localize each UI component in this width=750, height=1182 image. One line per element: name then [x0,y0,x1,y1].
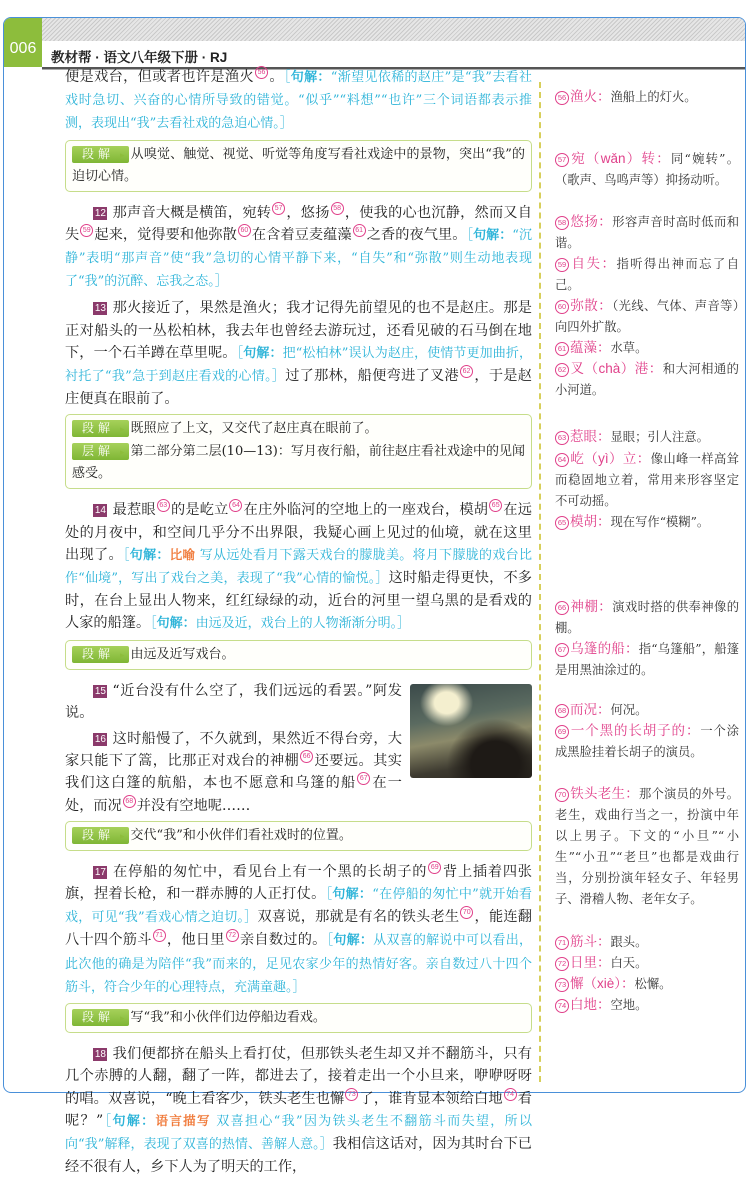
body-text: 我们便都挤在船头上看打仗，但那铁头老生却又并不翻筋斗，只有几个赤膊的人翻，翻了一阵，都进去了，接着走出一个小旦来，咿咿呀呀的唱。双喜说，“晚上看客少，铁头老生也懈 [65,1046,532,1107]
note-definition: 渔船上的灯火。 [610,90,697,104]
note-definition: 白天。 [610,956,648,970]
note-item [555,511,739,533]
analysis-text: 把“松柏林”误认为赵庄，使情节更加曲折，衬托了“我”急于到赵庄看戏的心情。］ [65,345,532,385]
note-number: 66 [555,601,569,615]
note-term: 渔火 [570,89,597,104]
note-marker: 56 [255,66,268,79]
header-stripe [42,18,745,41]
note-item [555,720,739,763]
analysis-box [65,1003,532,1033]
note-marker: 71 [153,929,166,942]
paragraph [65,297,532,410]
paragraph-number: 12 [94,207,106,219]
note-definition: 跟头。 [610,935,648,949]
analysis-tag: 段解 ▸ [72,420,129,437]
analysis-label: 句解： [243,344,283,360]
note-item [555,448,739,512]
analysis-content: 由远及近写戏台。 [130,646,235,662]
page-number-badge [4,18,42,67]
analysis-text: 写从远处看月下露天戏台的朦胧美。将月下朦胧的戏台比作“仙境”，写出了戏台之美，表现了“我”心情的愉悦。］ [65,547,532,587]
note-number: 59 [555,258,569,272]
note-marker: 59 [80,224,93,237]
analysis-content: 交代“我”和小伙伴们看社戏时的位置。 [130,827,352,843]
analysis-text: 由远及近，戏台上的人物渐渐分明。］ [195,616,411,632]
note-number: 62 [555,363,569,377]
analysis-label: 句解： [156,615,196,631]
note-colon: ： [597,429,611,444]
note-colon: ： [597,997,611,1012]
note-colon: ： [597,340,611,355]
page-number: 006 [9,40,37,57]
note-item [555,952,739,974]
analysis-item [72,825,525,847]
note-item [555,211,739,254]
body-text: 便是戏台，但或者也许是渔火 [65,69,254,85]
technique-tag: 比喻 [169,547,196,562]
note-marker: 64 [229,499,242,512]
note-number: 69 [555,725,569,739]
body-text: 亲自数过的。 [239,932,327,949]
note-term: 宛（wǎn）转 [570,151,657,166]
note-marker: 58 [331,202,344,215]
note-colon: ： [597,702,611,717]
paragraph-number: 17 [94,866,106,878]
note-number: 61 [555,342,569,356]
note-marker: 60 [238,224,251,237]
note-marker: 69 [428,861,441,874]
paragraph [65,499,532,635]
body-text: 背上插着四张旗，捏着长枪，和一群赤膊的人正打仗。 [65,863,532,903]
analysis-tag: 段解 ▸ [72,1009,129,1026]
note-term: 蕴藻 [570,340,597,355]
note-marker: 72 [226,929,239,942]
body-text: ，悠扬 [286,204,330,221]
body-text: 在含着豆麦蕴藻 [251,226,352,243]
body-text: 在停船的匆忙中，看见台上有一个黑的长胡子的 [112,863,428,880]
analysis-label: 句解： [332,886,373,902]
note-term: 惹眼 [570,429,597,444]
body-text: 并没有空地呢…… [136,797,251,814]
analysis-text: ［ [466,227,474,243]
note-term: 模胡 [570,514,597,529]
note-term: 筋斗 [570,934,597,949]
note-item [555,426,739,448]
note-marker: 57 [272,202,285,215]
note-definition: 松懈。 [634,977,672,991]
body-text: 还要远。其实我们这白篷的航船，本也不愿意和乌篷的船 [65,753,402,792]
note-marker: 73 [345,1088,358,1101]
body-text: 最惹眼 [112,502,156,519]
note-item [555,253,739,296]
note-colon: ： [598,599,613,614]
note-colon: ： [597,955,611,970]
body-text: 。 [268,69,284,85]
note-number: 71 [555,936,569,950]
note-number: 63 [555,431,569,445]
note-colon: ： [597,514,611,529]
body-text: 那火接近了，果然是渔火；我才记得先前望见的也不是赵庄。那是正对船头的一丛松柏林，我去年也曾经去游玩过，还看见破的石马倒在地下，一个石羊蹲在草里呢。 [65,300,532,361]
paragraph-number: 13 [94,303,106,315]
note-definition: 像山峰一样高耸而稳固地立着，常用来形容坚定不可动摇。 [555,452,739,508]
note-colon: ： [621,976,635,991]
note-marker: 66 [300,750,313,763]
note-number: 60 [555,300,569,314]
analysis-item [72,1007,525,1029]
note-colon: ： [625,641,639,656]
analysis-text: ［ [283,70,291,85]
note-colon: ： [625,786,639,801]
note-definition: （光线、气体、声音等）向四外扩散。 [555,299,740,334]
note-marker: 74 [504,1088,517,1101]
note-term: 自失 [570,256,602,271]
note-item [555,148,739,191]
paragraph-number: 14 [94,505,106,517]
analysis-content: 写“我”和小伙伴们边停船边看戏。 [130,1010,326,1026]
body-text: 在庄外临河的空地上的一座戏台，模胡 [243,502,489,519]
header-bar [42,41,745,69]
analysis-text: ［ [122,547,130,563]
analysis-text: ［ [325,887,333,903]
note-definition: 指听得出神而忘了自己。 [555,257,739,292]
note-marker: 61 [353,224,366,237]
note-number: 67 [555,643,569,657]
note-colon: ： [636,451,651,466]
note-marker: 70 [460,906,473,919]
paragraph [65,202,532,294]
note-definition: 空地。 [610,998,648,1012]
book-title: 教材帮 · 语文八年级下册 · RJ [51,50,228,65]
analysis-text: ［ [150,616,157,632]
note-number: 65 [555,516,569,530]
note-colon: ： [597,934,611,949]
illustration-boats-at-stage [410,684,532,778]
technique-tag: 语言描写 [155,1113,211,1128]
body-text: 在一处，而况 [65,775,402,814]
note-colon: ： [685,723,701,738]
body-text: 了，谁肯显本领给白地 [359,1090,503,1107]
analysis-text: 从双喜的解说中可以看出，此次他的确是为陪伴“我”而来的，足见农家少年的热情好客。亲自数过八十四个筋斗，符合少年的心理特点，充满童趣。］ [65,933,532,995]
note-colon: ： [601,256,617,271]
body-text: 这时船走得更快，不多时，在台上显出人物来，红红绿绿的动，近台的河里一望乌黑的是看戏的人家的船篷。 [65,570,532,632]
note-term: 一个黑的长胡子的 [570,723,686,738]
paragraph-number: 15 [94,685,106,697]
note-colon: ： [598,298,613,313]
note-marker: 62 [460,365,473,378]
note-item [555,295,739,338]
note-marker: 65 [489,499,502,512]
note-term: 屹（yì）立 [570,451,637,466]
body-text: “近台没有什么空了，我们远远的看罢。”阿发说。 [65,682,402,721]
body-text: 之香的夜气里。 [366,226,467,243]
analysis-tag: 段解 ▸ [72,646,129,663]
note-number: 57 [555,153,569,167]
note-term: 而况 [570,702,597,717]
note-number: 56 [555,91,569,105]
note-definition: 同“婉转”。（歌声、鸟鸣声等）抑扬动听。 [555,152,739,187]
note-number: 74 [555,999,569,1013]
note-number: 72 [555,957,569,971]
note-term: 懈（xiè） [570,976,622,991]
note-definition: 显眼；引人注意。 [610,430,709,444]
body-text: 这时船慢了，不久就到，果然近不得台旁，大家只能下了篙，比那正对戏台的神棚 [65,731,402,770]
body-text: 看呢？” [65,1090,532,1129]
note-definition: 现在写作“模糊”。 [610,515,710,529]
note-number: 73 [555,978,569,992]
note-colon: ： [598,214,613,229]
note-definition: 何况。 [610,703,648,717]
note-term: 弥散 [570,298,599,313]
column-divider [539,82,541,1082]
note-term: 铁头老生 [570,786,626,801]
note-item [555,86,739,108]
analysis-text: “在停船的匆忙中”就开始看戏，可见“我”看戏心情之迫切。］ [65,887,532,926]
analysis-text: 双喜担心“我”因为铁头老生不翻筋斗而失望，所以向“我”解释，表现了双喜的热情、善解人意。］ [65,1113,532,1152]
body-text: ，他日里 [166,932,225,949]
note-term: 悠扬 [570,214,599,229]
note-definition: 指“乌篷船”，船篷是用黑油涂过的。 [555,642,739,677]
analysis-content: 第二部分第二层(10—13)：写月夜行船，前往赵庄看社戏途中的见闻感受。 [72,444,525,482]
body-text: 那声音大概是横笛，宛转 [112,204,272,221]
analysis-box [65,414,532,489]
note-definition: 形容声音时高时低而和谐。 [555,215,740,250]
note-term: 神棚 [570,599,599,614]
paragraph [65,1043,532,1178]
paragraph [65,861,532,999]
note-term: 叉（chà）港 [570,361,649,376]
analysis-label: 句解： [473,226,513,242]
analysis-tag: 层解 ▸ [72,443,129,460]
note-marker: 68 [123,795,136,808]
main-text-column [65,66,532,1182]
body-text: 的是屹立 [170,502,229,519]
note-definition: 和大河相通的小河道。 [555,362,739,397]
note-item [555,783,739,910]
body-text: ，使我的心也沉静，然而又自失 [65,204,532,243]
note-colon: ： [648,361,663,376]
note-item [555,973,739,995]
note-term: 乌篷的船 [570,641,626,656]
note-item [555,699,739,721]
analysis-text: ［ [326,933,334,949]
analysis-label: 句解： [129,546,170,562]
note-number: 64 [555,453,569,467]
paragraph [65,66,532,136]
analysis-text: “渐望见依稀的赵庄”是“我”去看社戏时急切、兴奋的心情所导致的错觉。“似乎”“料想”“也许”三个词语都表示推测，表现出“我”去看社戏的急迫心情。］ [65,70,532,132]
analysis-label: 句解： [112,1112,156,1128]
note-term: 日里 [570,955,597,970]
analysis-text: ［ [236,345,244,361]
analysis-tag: 段解 ▸ [72,827,129,844]
analysis-item [72,144,525,188]
note-definition: 水草。 [610,341,648,355]
note-marker: 63 [157,499,170,512]
analysis-item [72,418,525,440]
analysis-box [65,640,532,670]
note-number: 58 [555,216,569,230]
body-text: 起来，觉得要和他弥散 [94,226,237,243]
body-text: 过了那林，船便弯进了叉港 [285,368,460,385]
note-term: 白地 [570,997,597,1012]
note-definition: 那个演员的外号。老生，戏曲行当之一，扮演中年以上男子。下文的“小旦”“小生”“小丑”“老旦”也都是戏曲行当，分别扮演年轻女子、年轻男子、滑稽人物、老年女子。 [555,787,740,906]
note-item [555,638,739,681]
note-definition: 演戏时搭的供奉神像的棚。 [555,600,740,635]
body-text: 在远处的月夜中，和空间几乎分不出界限，我疑心画上见过的仙境，就在这里出现了。 [65,502,532,563]
note-item [555,358,739,401]
body-text: ，能连翻八十四个筋斗 [65,909,532,949]
analysis-label: 句解： [290,69,331,84]
note-item [555,931,739,953]
note-marker: 67 [357,772,370,785]
analysis-content: 从嗅觉、触觉、视觉、听觉等角度写看社戏途中的景物，突出“我”的迫切心情。 [72,146,525,184]
body-text: 我相信这话对，因为其时台下已经不很有人，乡下人为了明天的工作， [65,1135,532,1176]
analysis-item [72,644,525,666]
analysis-box [65,821,532,851]
analysis-label: 句解： [333,932,374,948]
body-text: 双喜说，那就是有名的铁头老生 [257,909,460,926]
note-item [555,337,739,359]
note-colon: ： [597,89,611,104]
analysis-box [65,140,532,192]
paragraph-number: 18 [94,1049,106,1061]
note-number: 68 [555,704,569,718]
paragraph-number: 16 [94,734,106,746]
analysis-text: “沉静”表明“那声音”使“我”急切的心情平静下来，“自失”和“弥散”则生动地表现了“我”的沉醉、忘我之态。］ [65,227,532,290]
analysis-content: 既照应了上文，又交代了赵庄真在眼前了。 [130,421,378,437]
analysis-item [72,441,525,485]
note-definition: 一个涂成黑脸挂着长胡子的演员。 [555,724,740,759]
analysis-tag: 段解 ▸ [72,146,129,163]
note-number: 70 [555,788,569,802]
note-colon: ： [656,151,671,166]
note-item [555,994,739,1016]
analysis-text: ［ [103,1113,113,1129]
note-item [555,596,739,639]
body-text: ，于是赵庄便真在眼前了。 [65,368,532,408]
